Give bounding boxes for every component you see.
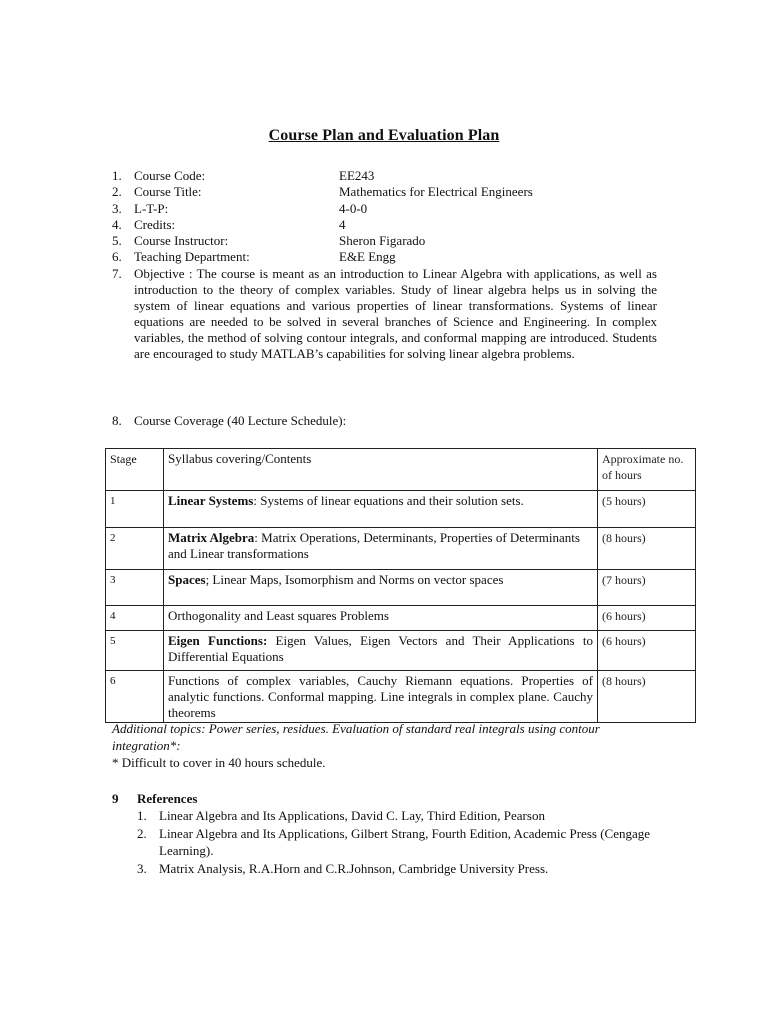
- row-hours: (8 hours): [598, 671, 696, 723]
- info-number: 6.: [112, 249, 122, 265]
- row-hours: (8 hours): [598, 528, 696, 570]
- row-stage: 5: [106, 631, 164, 671]
- table-row: [106, 671, 696, 723]
- reference-item: [112, 860, 672, 878]
- objective-text: Objective : The course is meant as an introduction to Linear Algebra with applications, as well as introduction to the theory of complex variables. Study of linear algebra helps us in solving the system of linear equations and various properties of linear transformations. Systems of linear equations are needed to be solved in several branches of Science and Engineering. In complex variables, the method of solving contour integrals, and conformal mapping are introduced. Students are encouraged to study MATLAB’s capabilities for solving linear algebra problems.: [134, 266, 657, 362]
- reference-number: 1.: [137, 808, 147, 823]
- row-stage: 6: [106, 671, 164, 723]
- info-value: E&E Engg: [339, 249, 396, 265]
- info-number: 3.: [112, 200, 122, 216]
- row-content: [164, 671, 598, 723]
- info-number: 1.: [112, 168, 122, 183]
- row-content: [164, 528, 598, 570]
- row-topic-text: : Systems of linear equations and their solution sets.: [253, 493, 524, 508]
- row-stage: 1: [106, 491, 164, 528]
- reference-text: Linear Algebra and Its Applications, David C. Lay, Third Edition, Pearson: [159, 808, 545, 823]
- row-topic-text: Orthogonality and Least squares Problems: [168, 608, 389, 623]
- row-content: [164, 631, 598, 671]
- page-title: Course Plan and Evaluation Plan: [268, 127, 500, 144]
- row-stage: 3: [106, 570, 164, 606]
- info-value: 4: [339, 216, 346, 232]
- info-label: L-T-P:: [134, 200, 169, 216]
- objective-number: 7.: [112, 266, 122, 281]
- reference-text: Linear Algebra and Its Applications, Gilbert Strang, Fourth Edition, Academic Press (Cengage Learning).: [159, 825, 651, 858]
- info-label: Credits:: [134, 216, 176, 232]
- row-topic-text: Eigen Values, Eigen Vectors and Their Applications to Differential Equations: [168, 633, 593, 664]
- row-hours: (7 hours): [598, 570, 696, 606]
- info-label: Course Code:: [134, 168, 206, 183]
- references-section: [112, 790, 672, 877]
- header-content: Syllabus covering/Contents: [164, 449, 598, 491]
- coverage-label: Course Coverage (40 Lecture Schedule):: [134, 413, 347, 428]
- row-topic-bold: Linear Systems: [168, 493, 254, 508]
- row-content: [164, 606, 598, 631]
- row-topic-text: : Matrix Operations, Determinants, Properties of Determinants and Linear transformations: [168, 530, 580, 561]
- header-stage: Stage: [106, 449, 164, 491]
- row-topic-bold: Eigen Functions:: [168, 633, 268, 648]
- references-heading: [112, 790, 672, 807]
- row-topic-bold: Matrix Algebra: [168, 530, 255, 545]
- info-value: Mathematics for Electrical Engineers: [339, 184, 533, 200]
- reference-text: Matrix Analysis, R.A.Horn and C.R.Johnson, Cambridge University Press.: [159, 860, 549, 876]
- row-topic-bold: Spaces: [168, 572, 206, 587]
- reference-number: 2.: [137, 825, 147, 841]
- objective-section: [112, 266, 657, 363]
- row-topic-text: Functions of complex variables, Cauchy Riemann equations. Properties of analytic functions. Conformal mapping. Line integrals in complex plane. Cauchy theorems: [168, 673, 593, 720]
- table-row: [106, 606, 696, 631]
- row-topic-text: ; Linear Maps, Isomorphism and Norms on vector spaces: [205, 572, 504, 587]
- row-content: [164, 570, 598, 606]
- table-header-row: [106, 449, 696, 491]
- table-row: [106, 570, 696, 606]
- reference-item: [112, 825, 672, 860]
- info-number: 4.: [112, 216, 122, 232]
- after-table-notes: [112, 720, 652, 771]
- info-label: Teaching Department:: [134, 249, 250, 265]
- coverage-number: 8.: [112, 413, 122, 428]
- reference-item: [112, 807, 672, 825]
- footnote: * Difficult to cover in 40 hours schedule.: [112, 755, 326, 770]
- info-value: EE243: [339, 168, 375, 183]
- row-hours: (6 hours): [598, 606, 696, 631]
- row-stage: 4: [106, 606, 164, 631]
- header-hours: Approximate no. of hours: [598, 449, 696, 491]
- table-row: [106, 631, 696, 671]
- row-hours: (6 hours): [598, 631, 696, 671]
- info-value: 4-0-0: [339, 200, 368, 216]
- additional-topics: Additional topics: Power series, residues. Evaluation of standard real integrals using contour integration*:: [112, 721, 600, 753]
- row-stage: 2: [106, 528, 164, 570]
- reference-number: 3.: [137, 860, 147, 876]
- info-label: Course Instructor:: [134, 233, 229, 249]
- info-label: Course Title:: [134, 184, 202, 200]
- references-title: References: [137, 791, 198, 806]
- table-row: [106, 491, 696, 528]
- info-number: 2.: [112, 184, 122, 200]
- syllabus-table: [105, 448, 696, 723]
- info-number: 5.: [112, 233, 122, 249]
- info-value: Sheron Figarado: [339, 233, 426, 249]
- row-hours: (5 hours): [598, 491, 696, 528]
- row-content: [164, 491, 598, 528]
- table-row: [106, 528, 696, 570]
- references-number: 9: [112, 791, 119, 806]
